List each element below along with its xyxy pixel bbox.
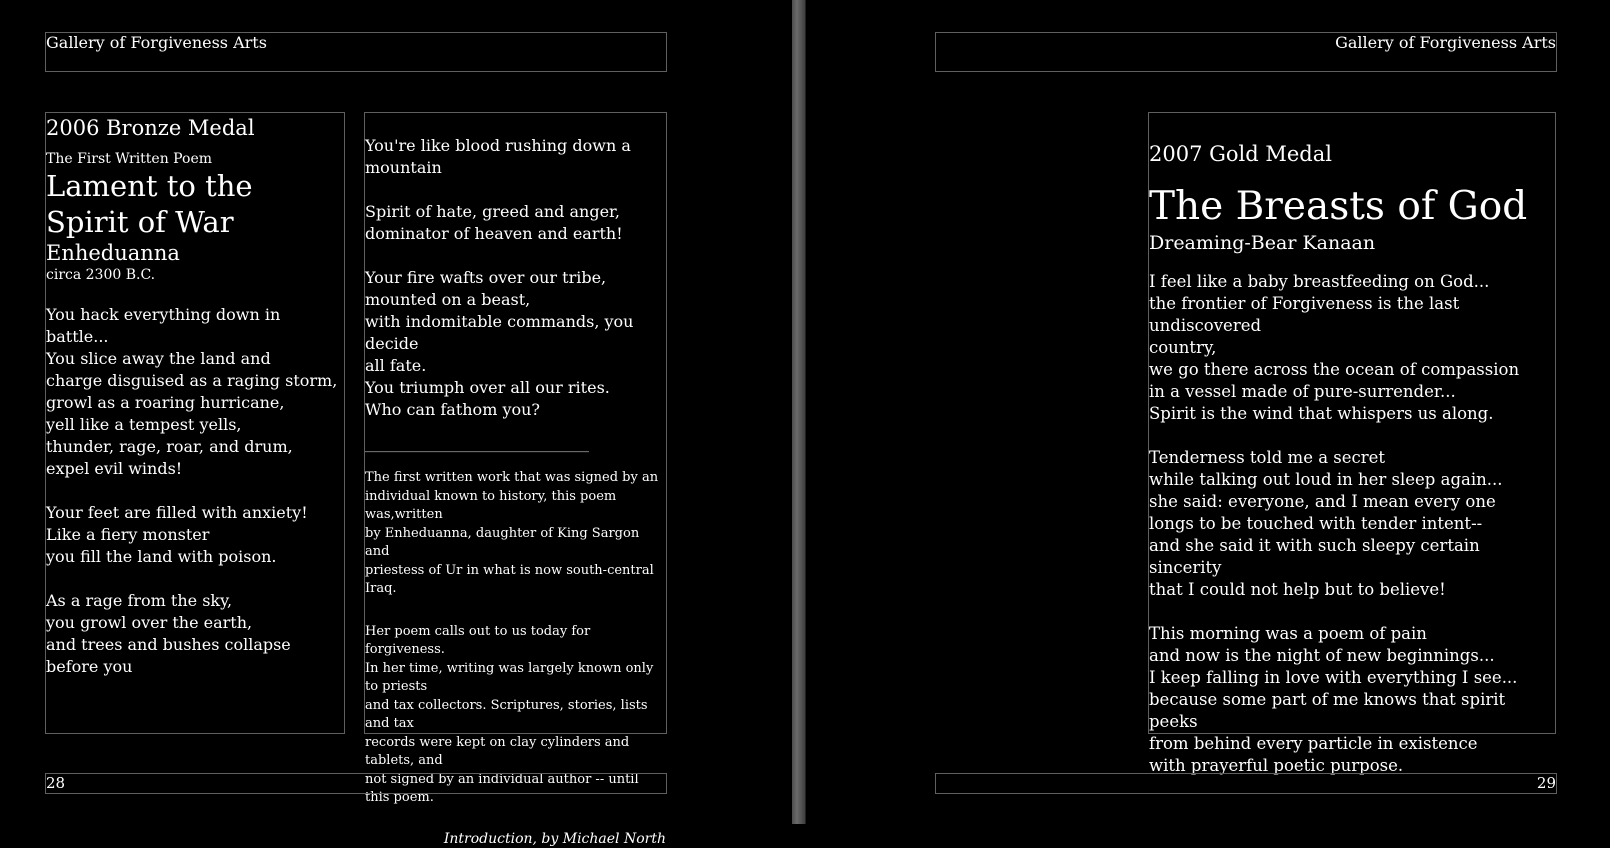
- intro-credit: Introduction, by Michael North: [443, 830, 666, 847]
- right-poem-author: Dreaming-Bear Kanaan: [1149, 232, 1376, 254]
- poem-stanza: I feel like a baby breastfeeding on God... the frontier of Forgiveness is the last undiscovered country, we go there across the ocean of compassion in a vessel made of pure-surrender... Spirit is the wind that whispers us along.: [1149, 272, 1520, 423]
- right-poem-title: The Breasts of God: [1149, 184, 1528, 229]
- poem-stanza: You hack everything down in battle... You slice away the land and charge disguised as a raging storm, growl as a roaring hurricane, yell like a tempest yells, thunder, rage, roar, and drum, expel evil winds!: [46, 305, 338, 478]
- left-page-number: 28: [46, 774, 66, 792]
- left-poem-title: Lament to the Spirit of War: [46, 169, 253, 239]
- right-column: [1148, 112, 1556, 775]
- poem-stanza: Spirit of hate, greed and anger, dominator of heaven and earth!: [365, 202, 623, 243]
- left-header-text: Gallery of Forgiveness Arts: [46, 33, 267, 52]
- right-running-header: [935, 32, 1557, 72]
- left-poem-era: circa 2300 B.C.: [46, 267, 156, 283]
- left-kicker: The First Written Poem: [46, 151, 213, 167]
- intro-note-paragraph: The first written work that was signed by an individual known to history, this poem was,written by Enheduanna, daughter of King Sargon and priestess of Ur in what is now south-central Iraq.: [365, 470, 659, 596]
- poem-stanza: Tenderness told me a secret while talking out loud in her sleep again... she said: everyone, and I mean every one longs to be touched with tender intent-- and she said it with such sleepy certain sincerity that I could not help but to believe!: [1149, 448, 1503, 599]
- right-page-number: 29: [1536, 774, 1556, 792]
- poem-stanza: Your fire wafts over our tribe, mounted on a beast, with indomitable commands, you decide all fate. You triumph over all our rites. Who can fathom you?: [365, 268, 634, 419]
- poem-stanza: Your feet are filled with anxiety! Like a fiery monster you fill the land with poison.: [46, 503, 308, 566]
- left-poem-author: Enheduanna: [46, 241, 180, 265]
- right-folio: [935, 773, 1557, 794]
- right-award-title: 2007 Gold Medal: [1149, 142, 1332, 166]
- poem-stanza: As a rage from the sky, you growl over the earth, and trees and bushes collapse before you: [46, 591, 291, 676]
- left-folio: [45, 773, 667, 794]
- left-running-header: [45, 32, 667, 72]
- intro-note-paragraph: Her poem calls out to us today for forgiveness. In her time, writing was largely known only to priests and tax collectors. Scriptures, stories, lists and tax records were kept on clay cylinders and tablets, and not signed by an individual author -- until this poem.: [365, 623, 654, 805]
- page-gutter-edge: [805, 0, 806, 824]
- section-separator: ________________________________: [365, 437, 589, 453]
- page-gutter: [792, 0, 806, 824]
- left-award-title: 2006 Bronze Medal: [46, 116, 255, 140]
- right-header-text: Gallery of Forgiveness Arts: [1335, 33, 1556, 52]
- poem-stanza: This morning was a poem of pain and now is the night of new beginnings... I keep falling in love with everything I see... because some part of me knows that spirit peeks from behind every particle in existence with prayerful poetic purpose.: [1149, 624, 1518, 775]
- left-column-2: [364, 112, 667, 847]
- poem-stanza: You're like blood rushing down a mountain: [365, 136, 631, 177]
- left-column-1: [45, 112, 345, 734]
